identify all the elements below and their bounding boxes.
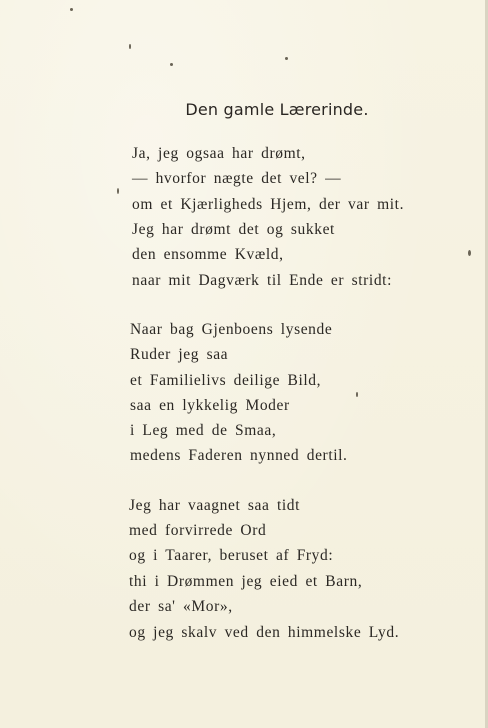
poem-line: saa en lykkelig Moder [130,397,290,414]
poem-line: Naar bag Gjenboens lysende [130,321,333,338]
poem-line: der sa' «Mor», [129,598,233,615]
poem-line: — hvorfor nægte det vel? — [132,170,342,187]
ink-speck [170,63,173,66]
poem-line: thi i Drømmen jeg eied et Barn, [129,573,363,590]
ink-speck [117,188,119,194]
poem-line: og jeg skalv ved den himmelske Lyd. [129,624,400,641]
poem-line: Jeg har vaagnet saa tidt [129,497,301,514]
poem-line: medens Faderen nynned dertil. [130,447,348,464]
ink-speck [285,57,288,60]
ink-speck [468,250,471,256]
poem-line: med forvirrede Ord [129,522,267,539]
poem-line: Ja, jeg ogsaa har drømt, [132,145,306,162]
ink-speck [129,44,131,49]
poem-line: og i Taarer, beruset af Fryd: [129,547,334,564]
poem-title: Den gamle Lærerinde. [185,100,369,119]
poem-line: om et Kjærligheds Hjem, der var mit. [132,196,405,213]
poem-line: Ruder jeg saa [130,346,229,363]
ink-speck [70,8,73,11]
poem-line: Jeg har drømt det og sukket [132,221,335,238]
poem-line: naar mit Dagværk til Ende er stridt: [132,272,392,289]
poem-line: i Leg med de Smaa, [130,422,277,439]
poem-line: et Familielivs deilige Bild, [130,372,322,389]
poem-line: den ensomme Kvæld, [132,246,284,263]
ink-speck [356,392,358,397]
